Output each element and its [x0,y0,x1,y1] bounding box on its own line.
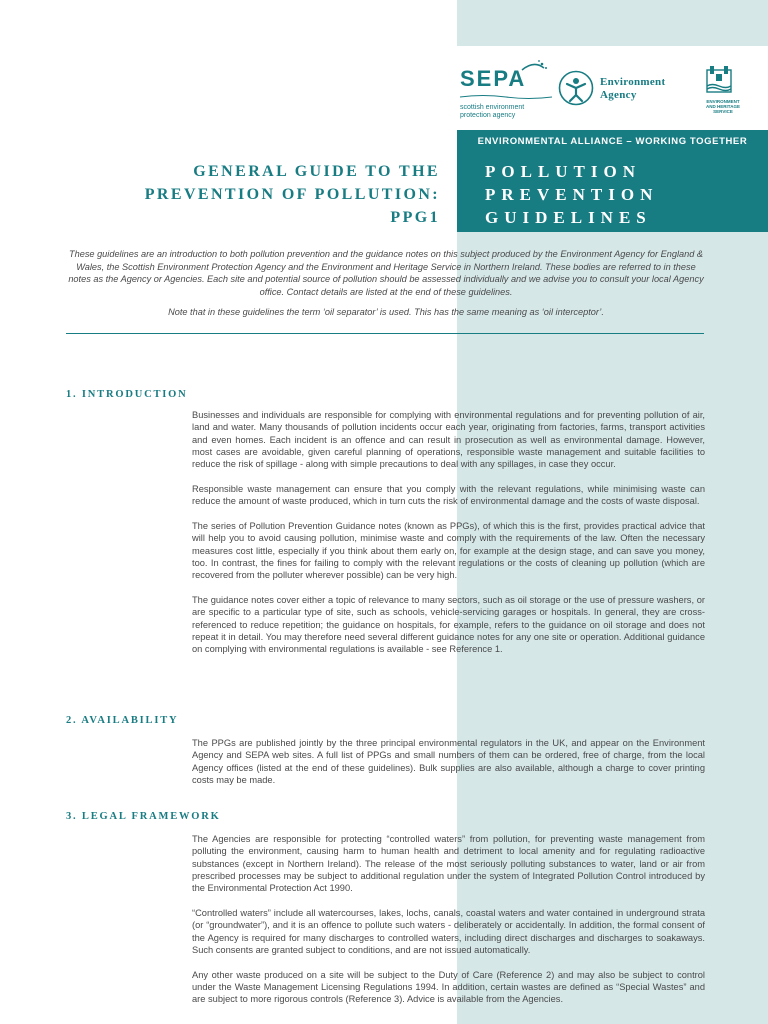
ehs-name-line: ENVIRONMENT [706,99,740,104]
paragraph: The guidance notes cover either a topic of relevance to many sectors, such as oil storage or the use of pressure washers, or are specific to a particular type of site, such as schools, vehicle-servicing garages or hospitals. In general, they are cross-referenced to reduce repetition; the guidance on hospitals, for example, refers to the guidance on oil storage and does not repeat it in detail. You may therefore need several different guidance notes for any one site or operation. Additional guidance on complying with environmental regulations is available - see Reference 1. [192,595,705,655]
ppg-title [485,160,658,229]
ea-name-line: Environment [600,76,666,88]
environment-agency-name [600,76,665,102]
section-body-availability [192,737,705,799]
sepa-wave-icon [460,94,552,100]
paragraph: The Agencies are responsible for protecting “controlled waters” from pollution, for preventing waste management from polluting the environment, causing harm to human health and detriment to local amenity and for regulating radioactive substances (except in Northern Ireland). The release of the most seriously polluting substances to water, land or air from prescribed processes may be subject to additional regulation under the system of Integrated Pollution Control introduced by the Environmental Protection Act 1990. [192,834,705,894]
document-title-line: GENERAL GUIDE TO THE [193,163,440,180]
paragraph: The series of Pollution Prevention Guidance notes (known as PPGs), of which this is the first, provides practical advice that will help you to avoid causing pollution, minimise waste and comply with the requirements of the law. Often the necessary measures cost little, especially if you think about them early on, for example at the design stage, and can save you money, too. In contrast, the fines for failing to comply with the relevant regulations or the costs of cleaning up pollution (which are recovered from the polluter wherever possible) can be very high. [192,521,705,581]
alliance-banner: ENVIRONMENTAL ALLIANCE – WORKING TOGETHER [457,130,768,154]
section-heading-availability: 2. AVAILABILITY [66,715,179,726]
sepa-logo [460,58,555,124]
section-heading-introduction: 1. INTRODUCTION [66,389,188,400]
intro-note [66,248,706,319]
environment-agency-emblem-icon [558,70,594,106]
paragraph: The PPGs are published jointly by the three principal environmental regulators in the UK, and appear on the Environment Agency and SEPA web sites. A full list of PPGs and small numbers of them can be ordered, free of charge, from the local Agency offices (listed at the end of these guidelines). Bulk supplies are also available, although a charge to cover printing costs may be made. [192,738,705,785]
section-heading-legal-framework: 3. LEGAL FRAMEWORK [66,811,221,822]
document-title-line: PREVENTION OF POLLUTION: [144,186,440,203]
sepa-subtitle-line: scottish environment [460,104,525,111]
ehs-name [700,99,746,114]
document-title-line: PPG1 [390,209,440,226]
intro-note-paragraph: Note that in these guidelines the term ‘oil separator’ is used. This has the same meaning as ‘oil interceptor’. [168,307,604,317]
sepa-subtitle [460,104,524,120]
document-title [100,160,440,229]
ppg-title-line: POLLUTION [485,162,642,181]
paragraph: Any other waste produced on a site will be subject to the Duty of Care (Reference 2) and may also be subject to control under the Waste Management Licensing Regulations 1994. In addition, certain wastes are defined as “Special Wastes” and are subject to more rigorous controls (Reference 3). Advice is available from the Agencies. [192,969,705,1005]
paragraph: “Controlled waters” include all watercourses, lakes, lochs, canals, coastal waters and water contained in underground strata (or “groundwater”), and it is an offence to pollute such waters - deliberately or accidentally. In addition, the formal consent of the Agency is required for many discharges to controlled waters, including direct discharges and discharges to soakaways. Such consents are granted subject to conditions, and are not issued automatically. [192,907,705,955]
ppg-title-line: GUIDELINES [485,208,652,227]
divider [66,333,704,334]
paragraph: Businesses and individuals are responsible for complying with environmental regulations and for preventing pollution of air, land and water. Many thousands of pollution incidents occur each year, originating from factories, farms, transport activities and even homes. Each incident is an offence and can result in prosecution as well as environmental damage. However, most cases are avoidable, given careful planning of operations, responsible waste management and suitable facilities to reduce the risk of spillage - along with simple precautions to deal with any spillages, in case they occur. [192,410,705,470]
ehs-name-line: AND HERITAGE [706,104,740,109]
ppg-title-line: PREVENTION [485,185,659,204]
ehs-name-line: SERVICE [713,109,733,114]
section-body-introduction [192,409,705,668]
ehs-castle-icon [704,64,734,94]
sepa-subtitle-line: protection agency [460,112,516,119]
section-body-legal-framework [192,833,705,1018]
intro-note-paragraph: These guidelines are an introduction to both pollution prevention and the guidance notes on this subject produced by the Environment Agency for England & Wales, the Scottish Environment Protection Agency and the Environment and Heritage Service in Northern Ireland. These bodies are referred to in these notes as the Agency or Agencies. Each site and potential source of pollution should be assessed individually and we advise you to consult your local Agency office. Contact details are listed at the end of these guidelines. [68,249,704,297]
paragraph: Responsible waste management can ensure that you comply with the relevant regulations, while minimising waste can reduce the amount of waste produced, which in turn cuts the risk of environmental damage and the costs of waste disposal. [192,483,705,507]
ea-name-line: Agency [600,89,637,101]
sepa-wordmark: SEPA [460,66,527,91]
